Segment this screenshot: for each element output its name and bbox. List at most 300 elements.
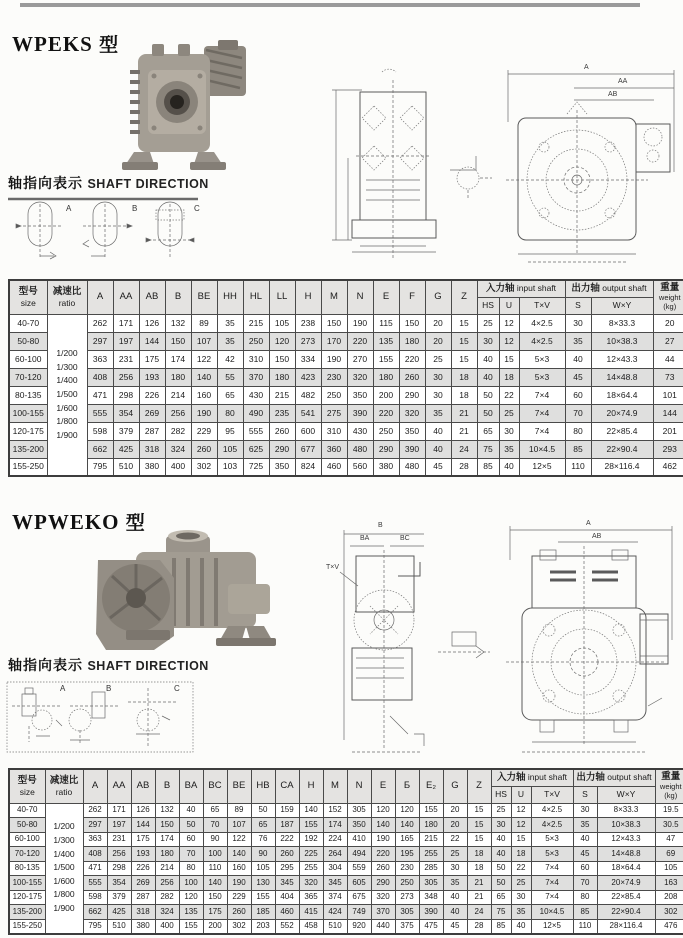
cell-dim: 120: [371, 803, 395, 818]
cell-dim: 140: [371, 818, 395, 833]
dimension-table-wpweko: [8, 768, 683, 935]
cell-dim: 482: [295, 386, 321, 404]
cell-input-shaft: 5×3: [531, 832, 573, 847]
cell-dim: 76: [251, 832, 275, 847]
cell-input-shaft: 15: [499, 350, 519, 368]
col-header-G: G: [425, 280, 451, 314]
cell-dim: 250: [321, 386, 347, 404]
col-header-AA: AA: [107, 769, 131, 803]
cell-dim: 60: [179, 832, 203, 847]
sub-header-W×Y: W×Y: [591, 297, 653, 314]
cell-dim: 256: [165, 404, 191, 422]
cell-dim: 320: [299, 876, 323, 891]
cell-weight: 462: [653, 458, 683, 476]
cell-dim: 197: [113, 332, 139, 350]
cell-dim: 458: [299, 919, 323, 934]
cell-weight: 101: [653, 386, 683, 404]
cell-dim: 380: [139, 458, 165, 476]
table-row: [9, 818, 683, 833]
cell-dim: 269: [131, 876, 155, 891]
cell-input-shaft: 7×4: [531, 861, 573, 876]
col-header-BA: BA: [179, 769, 203, 803]
cell-dim: 324: [165, 440, 191, 458]
cell-dim: 110: [203, 861, 227, 876]
cell-dim: 795: [83, 919, 107, 934]
col-header-B: B: [155, 769, 179, 803]
cell-dim: 35: [217, 314, 243, 332]
cell-output-shaft: 80: [565, 422, 591, 440]
cell-dim: 22: [443, 832, 467, 847]
cell-input-shaft: 22: [511, 861, 531, 876]
cell-dim: 171: [113, 314, 139, 332]
model-type-suffix: 型: [125, 513, 145, 534]
dim-label-a: A: [586, 520, 591, 527]
cell-dim: 28: [467, 919, 491, 934]
cell-dim: 375: [395, 919, 419, 934]
cell-output-shaft: 85: [573, 905, 597, 920]
cell-dim: 35: [443, 876, 467, 891]
cell-weight: 201: [653, 422, 683, 440]
cell-dim: 18: [467, 861, 491, 876]
cell-output-shaft: 30: [573, 803, 597, 818]
cell-input-shaft: 18: [511, 847, 531, 862]
cell-dim: 190: [191, 404, 217, 422]
cell-dim: 21: [451, 404, 477, 422]
cell-dim: 350: [399, 422, 425, 440]
cell-dim: 40: [425, 440, 451, 458]
cell-dim: 298: [107, 861, 131, 876]
cell-dim: 260: [275, 847, 299, 862]
cell-output-shaft: 28×116.4: [597, 919, 655, 934]
cell-dim: 400: [165, 458, 191, 476]
cell-dim: 605: [347, 876, 371, 891]
cell-dim: 18: [451, 368, 477, 386]
model-type-suffix: 型: [99, 35, 119, 56]
cell-dim: 282: [165, 422, 191, 440]
cell-dim: 298: [113, 386, 139, 404]
table-row: [9, 440, 683, 458]
cell-size: 120-175: [9, 890, 45, 905]
cell-dim: 290: [269, 440, 295, 458]
cell-dim: 230: [395, 861, 419, 876]
cell-dim: 214: [165, 386, 191, 404]
col-header-HH: HH: [217, 280, 243, 314]
cell-weight: 476: [655, 919, 683, 934]
cell-dim: 273: [295, 332, 321, 350]
cell-input-shaft: 40: [499, 458, 519, 476]
cell-output-shaft: 8×33.3: [597, 803, 655, 818]
cell-output-shaft: 35: [573, 818, 597, 833]
cell-dim: 150: [399, 314, 425, 332]
dimension-table-wpeks: [8, 279, 683, 477]
cell-dim: 45: [443, 919, 467, 934]
cell-dim: 231: [107, 832, 131, 847]
cell-dim: 20: [443, 803, 467, 818]
cell-dim: 235: [269, 404, 295, 422]
table-row: [9, 919, 683, 934]
cell-dim: 107: [191, 332, 217, 350]
cell-input-shaft: 4×2.5: [519, 314, 565, 332]
cell-dim: 150: [203, 890, 227, 905]
cell-dim: 282: [155, 890, 179, 905]
shaft-diagram-label-a: A: [66, 204, 72, 213]
cell-dim: 18: [467, 847, 491, 862]
cell-size: 100-155: [9, 876, 45, 891]
cell-dim: 304: [323, 861, 347, 876]
cell-input-shaft: 30: [511, 890, 531, 905]
shaft-direction-zh: 轴指向表示: [8, 657, 83, 673]
cell-dim: 105: [217, 440, 243, 458]
cell-weight: 27: [653, 332, 683, 350]
cell-dim: 318: [139, 440, 165, 458]
cell-output-shaft: 20×74.9: [597, 876, 655, 891]
cell-dim: 90: [203, 832, 227, 847]
col-header-weight: 重量 weight (kg): [653, 280, 683, 314]
cell-input-shaft: 30: [477, 332, 499, 350]
cell-dim: 675: [347, 890, 371, 905]
cell-input-shaft: 30: [491, 818, 511, 833]
cell-dim: 195: [395, 847, 419, 862]
cell-dim: 170: [321, 332, 347, 350]
cell-size: 135-200: [9, 440, 47, 458]
cell-dim: 260: [269, 422, 295, 440]
cell-dim: 920: [347, 919, 371, 934]
cell-dim: 180: [419, 818, 443, 833]
sub-header-HS: HS: [477, 297, 499, 314]
cell-size: 60-100: [9, 832, 45, 847]
cell-weight: 19.5: [655, 803, 683, 818]
cell-dim: 297: [83, 818, 107, 833]
cell-input-shaft: 40: [477, 350, 499, 368]
cell-input-shaft: 35: [511, 905, 531, 920]
cell-dim: 275: [321, 404, 347, 422]
cell-dim: 21: [467, 876, 491, 891]
cell-dim: 165: [395, 832, 419, 847]
dim-label-ab: AB: [592, 533, 602, 540]
cell-dim: 305: [347, 803, 371, 818]
cell-dim: 65: [203, 803, 227, 818]
cell-dim: 40: [443, 890, 467, 905]
shaft-direction-zh: 轴指向表示: [8, 175, 83, 191]
cell-dim: 225: [299, 847, 323, 862]
cell-dim: 229: [227, 890, 251, 905]
cell-input-shaft: 4×2.5: [531, 803, 573, 818]
cell-dim: 460: [321, 458, 347, 476]
cell-dim: 290: [399, 386, 425, 404]
cell-input-shaft: 50: [491, 876, 511, 891]
shaft-direction-en: SHAFT DIRECTION: [87, 659, 209, 673]
col-header-E: E: [373, 280, 399, 314]
col-header-AB: AB: [139, 280, 165, 314]
sub-header-T×V: T×V: [531, 786, 573, 803]
sub-header-W×Y: W×Y: [597, 786, 655, 803]
cell-dim: 390: [347, 404, 373, 422]
cell-dim: 214: [155, 861, 179, 876]
cell-dim: 230: [321, 368, 347, 386]
cell-dim: 404: [275, 890, 299, 905]
table-row: [9, 876, 683, 891]
cell-dim: 95: [217, 422, 243, 440]
table-row: [9, 847, 683, 862]
cell-input-shaft: 22: [499, 386, 519, 404]
cell-dim: 677: [295, 440, 321, 458]
cell-dim: 100: [203, 847, 227, 862]
cell-dim: 200: [203, 919, 227, 934]
cell-dim: 193: [131, 847, 155, 862]
cell-dim: 410: [347, 832, 371, 847]
dimension-drawing-wpweko: [326, 520, 678, 762]
cell-dim: 320: [371, 890, 395, 905]
cell-dim: 140: [227, 847, 251, 862]
cell-dim: 215: [419, 832, 443, 847]
cell-input-shaft: 10×4.5: [531, 905, 573, 920]
col-header-H: H: [299, 769, 323, 803]
cell-input-shaft: 4×2.5: [531, 818, 573, 833]
cell-output-shaft: 45: [565, 368, 591, 386]
col-header-M: M: [321, 280, 347, 314]
cell-input-shaft: 25: [491, 803, 511, 818]
cell-dim: 30: [443, 861, 467, 876]
cell-dim: 302: [227, 919, 251, 934]
cell-dim: 305: [395, 905, 419, 920]
cell-dim: 824: [295, 458, 321, 476]
cell-dim: 190: [321, 350, 347, 368]
cell-dim: 238: [295, 314, 321, 332]
cell-dim: 180: [165, 368, 191, 386]
col-header-M: M: [323, 769, 347, 803]
cell-dim: 15: [467, 818, 491, 833]
cell-input-shaft: 75: [491, 905, 511, 920]
cell-output-shaft: 28×116.4: [591, 458, 653, 476]
cell-dim: 305: [419, 876, 443, 891]
cell-output-shaft: 22×90.4: [591, 440, 653, 458]
technical-drawing-wpeks: [322, 62, 680, 279]
cell-weight: 302: [655, 905, 683, 920]
cell-dim: 363: [83, 832, 107, 847]
col-header-AB: AB: [131, 769, 155, 803]
cell-dim: 390: [399, 440, 425, 458]
shaft-diagram-label-c: C: [194, 204, 200, 213]
cell-dim: 350: [269, 458, 295, 476]
col-header-HL: HL: [243, 280, 269, 314]
cell-input-shaft: 75: [477, 440, 499, 458]
product-photo-wpeks: [100, 36, 252, 181]
product-photo-wpweko: [78, 526, 283, 663]
cell-dim: 197: [107, 818, 131, 833]
cell-dim: 490: [243, 404, 269, 422]
sub-header-U: U: [499, 297, 519, 314]
shaft-diagrams-art: [6, 676, 196, 756]
cell-input-shaft: 40: [511, 919, 531, 934]
cell-dim: 144: [131, 818, 155, 833]
col-header-ratio: 减速比 ratio: [47, 280, 87, 314]
cell-dim: 70: [179, 847, 203, 862]
cell-dim: 20: [443, 818, 467, 833]
cell-input-shaft: 50: [477, 386, 499, 404]
cell-dim: 220: [399, 350, 425, 368]
cell-output-shaft: 22×85.4: [597, 890, 655, 905]
cell-dim: 471: [83, 861, 107, 876]
cell-input-shaft: 65: [491, 890, 511, 905]
col-header-CA: CA: [275, 769, 299, 803]
cell-weight: 293: [653, 440, 683, 458]
cell-dim: 374: [323, 890, 347, 905]
cell-dim: 174: [165, 350, 191, 368]
cell-dim: 159: [275, 803, 299, 818]
cell-input-shaft: 35: [499, 440, 519, 458]
col-header-LL: LL: [269, 280, 295, 314]
cell-dim: 180: [373, 368, 399, 386]
cell-dim: 21: [467, 890, 491, 905]
cell-weight: 44: [653, 350, 683, 368]
cell-weight: 105: [655, 861, 683, 876]
cell-dim: 310: [321, 422, 347, 440]
cell-dim: 408: [83, 847, 107, 862]
cell-dim: 360: [321, 440, 347, 458]
cell-dim: 220: [347, 332, 373, 350]
cell-dim: 370: [371, 905, 395, 920]
cell-input-shaft: 7×4: [519, 422, 565, 440]
cell-dim: 120: [179, 890, 203, 905]
cell-dim: 222: [275, 832, 299, 847]
cell-weight: 163: [655, 876, 683, 891]
cell-dim: 90: [251, 847, 275, 862]
cell-dim: 220: [371, 847, 395, 862]
col-header-A: A: [87, 280, 113, 314]
cell-dim: 130: [251, 876, 275, 891]
cell-dim: 255: [299, 861, 323, 876]
cell-dim: 555: [87, 404, 113, 422]
cell-input-shaft: 12: [511, 803, 531, 818]
cell-dim: 348: [419, 890, 443, 905]
gearbox-photo-art: [100, 36, 252, 176]
cell-dim: 749: [347, 905, 371, 920]
cell-dim: 192: [299, 832, 323, 847]
cell-dim: 480: [347, 440, 373, 458]
cell-size: 40-70: [9, 314, 47, 332]
cell-dim: 354: [107, 876, 131, 891]
cell-dim: 318: [131, 905, 155, 920]
cell-dim: 475: [419, 919, 443, 934]
cell-dim: 269: [139, 404, 165, 422]
cell-size: 50-80: [9, 332, 47, 350]
col-header-BE: BE: [227, 769, 251, 803]
cell-input-shaft: 12×5: [531, 919, 573, 934]
col-group-output-shaft: 出力轴 output shaft: [573, 769, 655, 786]
cell-dim: 345: [323, 876, 347, 891]
cell-dim: 65: [251, 818, 275, 833]
cell-dim: 30: [425, 386, 451, 404]
cell-dim: 180: [155, 847, 179, 862]
cell-ratio: 1/200 1/300 1/400 1/500 1/600 1/800 1/900: [47, 314, 87, 476]
cell-dim: 598: [87, 422, 113, 440]
cell-dim: 262: [87, 314, 113, 332]
cell-dim: 226: [131, 861, 155, 876]
shaft-diagram-label-b: B: [106, 684, 112, 693]
cell-dim: 287: [139, 422, 165, 440]
sub-header-HS: HS: [491, 786, 511, 803]
cell-dim: 264: [323, 847, 347, 862]
cell-dim: 256: [107, 847, 131, 862]
dimension-drawing-wpeks: [322, 62, 680, 274]
cell-input-shaft: 25: [511, 876, 531, 891]
cell-dim: 140: [191, 368, 217, 386]
cell-input-shaft: 12: [499, 332, 519, 350]
sub-header-U: U: [511, 786, 531, 803]
cell-input-shaft: 12: [499, 314, 519, 332]
cell-dim: 345: [275, 876, 299, 891]
shaft-diagrams-art: [6, 196, 202, 266]
cell-dim: 285: [419, 861, 443, 876]
cell-dim: 250: [243, 332, 269, 350]
cell-dim: 430: [347, 422, 373, 440]
cell-output-shaft: 60: [573, 861, 597, 876]
table-row: [9, 861, 683, 876]
cell-dim: 226: [139, 386, 165, 404]
cell-dim: 126: [131, 803, 155, 818]
cell-dim: 255: [419, 847, 443, 862]
cell-dim: 180: [269, 368, 295, 386]
table-row: [9, 890, 683, 905]
shaft-direction-heading-wpeks: [8, 173, 209, 193]
cell-dim: 144: [139, 332, 165, 350]
cell-dim: 107: [227, 818, 251, 833]
cell-dim: 160: [227, 861, 251, 876]
cell-output-shaft: 45: [573, 847, 597, 862]
cell-dim: 155: [179, 919, 203, 934]
technical-drawing-wpweko: [326, 520, 678, 767]
cell-input-shaft: 5×3: [519, 350, 565, 368]
cell-input-shaft: 10×4.5: [519, 440, 565, 458]
cell-output-shaft: 35: [565, 332, 591, 350]
cell-dim: 35: [425, 404, 451, 422]
col-header-Б: Б: [395, 769, 419, 803]
dim-label-aa: AA: [618, 78, 628, 85]
cell-dim: 28: [451, 458, 477, 476]
cell-dim: 40: [443, 905, 467, 920]
cell-dim: 40: [179, 803, 203, 818]
cell-dim: 555: [83, 876, 107, 891]
cell-output-shaft: 20×74.9: [591, 404, 653, 422]
sub-header-T×V: T×V: [519, 297, 565, 314]
sub-header-S: S: [565, 297, 591, 314]
table-row: [9, 458, 683, 476]
cell-dim: 42: [217, 350, 243, 368]
cell-dim: 425: [113, 440, 139, 458]
cell-input-shaft: 65: [477, 422, 499, 440]
cell-size: 40-70: [9, 803, 45, 818]
cell-dim: 256: [113, 368, 139, 386]
cell-output-shaft: 18×64.4: [597, 861, 655, 876]
cell-dim: 460: [275, 905, 299, 920]
cell-input-shaft: 40: [491, 832, 511, 847]
cell-dim: 20: [425, 332, 451, 350]
cell-input-shaft: 40: [491, 847, 511, 862]
cell-dim: 270: [347, 350, 373, 368]
cell-dim: 256: [155, 876, 179, 891]
cell-output-shaft: 14×48.8: [597, 847, 655, 862]
cell-weight: 208: [655, 890, 683, 905]
cell-output-shaft: 40: [565, 350, 591, 368]
cell-input-shaft: 7×4: [531, 876, 573, 891]
cell-dim: 120: [269, 332, 295, 350]
cell-input-shaft: 40: [477, 368, 499, 386]
cell-output-shaft: 30: [565, 314, 591, 332]
cell-dim: 140: [299, 803, 323, 818]
cell-input-shaft: 7×4: [519, 386, 565, 404]
cell-dim: 408: [87, 368, 113, 386]
cell-dim: 55: [217, 368, 243, 386]
